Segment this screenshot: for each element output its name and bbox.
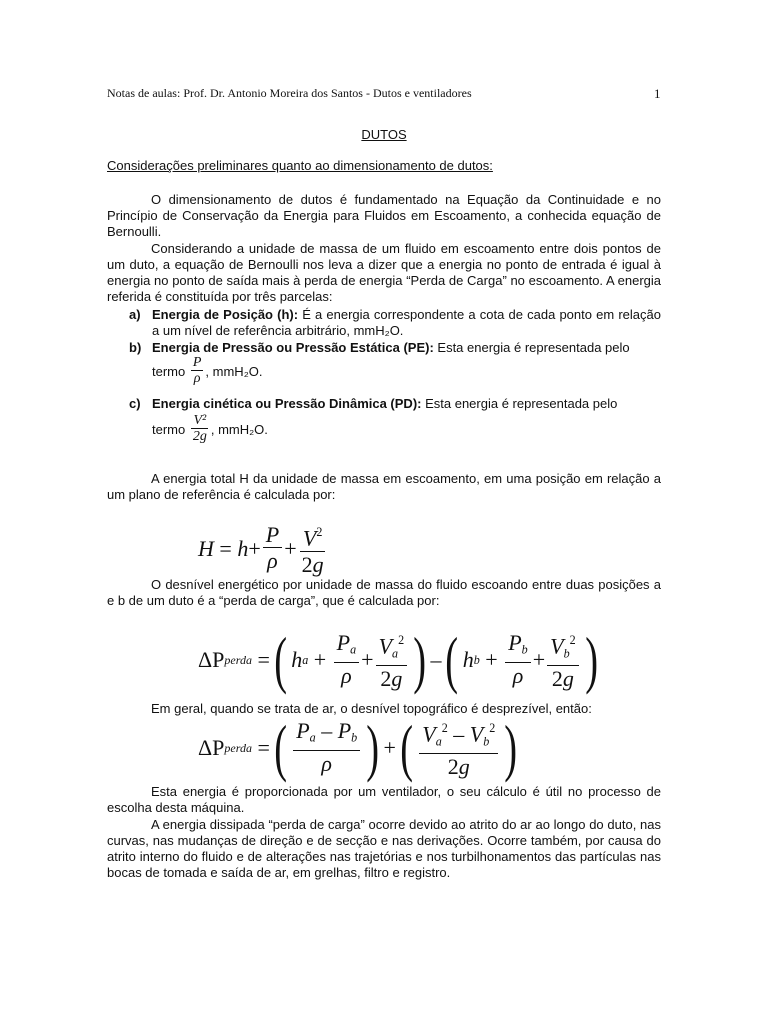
paragraph-desnivel: O desnível energético por unidade de massa do fluido escoando entre duas posições a e b de um duto é a “perda de carga”, que é calculada por: <box>107 577 661 608</box>
term-cinetica: termo $\frac{\text{V²}}{2g}$ , mmH₂O. <box>152 413 268 444</box>
item-label: c) <box>129 396 141 411</box>
paragraph-ventilador: Esta energia é proporcionada por um ventilador, o seu cálculo é útil no processo de escolha desta máquina. <box>107 784 661 815</box>
equation-perda-ar: ΔP perda = ( $\frac{P_a - P_b}{\rho}$ ) + ( $\frac{V_a^2 - V_b^2}{2g}$ ) <box>198 712 518 784</box>
fraction-v2-2g: $\frac{\text{V²}}{2g}$ <box>192 413 207 444</box>
paragraph-bernoulli: Considerando a unidade de massa de um fluido em escoamento entre dois pontos de um duto, a equação de Bernoulli nos leva a dizer que a energia no ponto de entrada é igual à energia no ponto de saída mais à perda de energia “Perda de Carga” no escoamento. A energia referida é constituída por três parcelas: <box>107 241 661 304</box>
page-header: Notas de aulas: Prof. Dr. Antonio Moreira dos Santos - Dutos e ventiladores <box>107 86 472 100</box>
equation-perda-carga: ΔP perda = ( h a + $\frac{P_a}{\rho}$ + $\frac{V_a^2}{2g}$ ) – ( h b + $\frac{P_b}{\rho}$ + $\frac{V_b^2}{2g}$ ) <box>198 624 598 696</box>
document-title: DUTOS <box>361 127 407 142</box>
item-label: b) <box>129 340 142 355</box>
item-label: a) <box>129 307 141 322</box>
equation-energia-total: H = h + $\frac{P}{\rho}$ + $\frac{V^2}{2g}$ <box>198 520 329 578</box>
section-subtitle: Considerações preliminares quanto ao dimensionamento de dutos: <box>107 158 493 173</box>
page-number: 1 <box>654 86 661 101</box>
fraction-p-rho: $\frac{P}{\rho}$ <box>192 355 202 386</box>
list-item-energia-pressao: b) Energia de Pressão ou Pressão Estática (PE): Esta energia é representada pelo <box>129 340 630 355</box>
paragraph-desprezivel: Em geral, quando se trata de ar, o desnível topográfico é desprezível, então: <box>151 701 592 716</box>
list-item-energia-cinetica: c) Energia cinética ou Pressão Dinâmica (PD): Esta energia é representada pelo <box>129 396 618 411</box>
list-item-energia-posicao: a) Energia de Posição (h): É a energia correspondente a cota de cada ponto em relação a um nível de referência arbitrário, mmH₂O. <box>129 307 661 338</box>
paragraph-energia-dissipada: A energia dissipada “perda de carga” ocorre devido ao atrito do ar ao longo do duto, nas curvas, nas mudanças de direção e de secção e nas derivações. Ocorre também, por causa do atrito interno do fluido e de alterações nas trajetórias e nos turbilhonamentos das partículas nas bocas de tomada e saída de ar, em grelhas, filtro e registro. <box>107 817 661 880</box>
term-pressao: termo $\frac{P}{\rho}$ , mmH₂O. <box>152 355 263 386</box>
paragraph-energia-total: A energia total H da unidade de massa em escoamento, em uma posição em relação a um plano de referência é calculada por: <box>107 471 661 502</box>
paragraph-intro: O dimensionamento de dutos é fundamentado na Equação da Continuidade e no Princípio de Conservação da Energia para Fluidos em Escoamento, a conhecida equação de Bernoulli. <box>107 192 661 239</box>
